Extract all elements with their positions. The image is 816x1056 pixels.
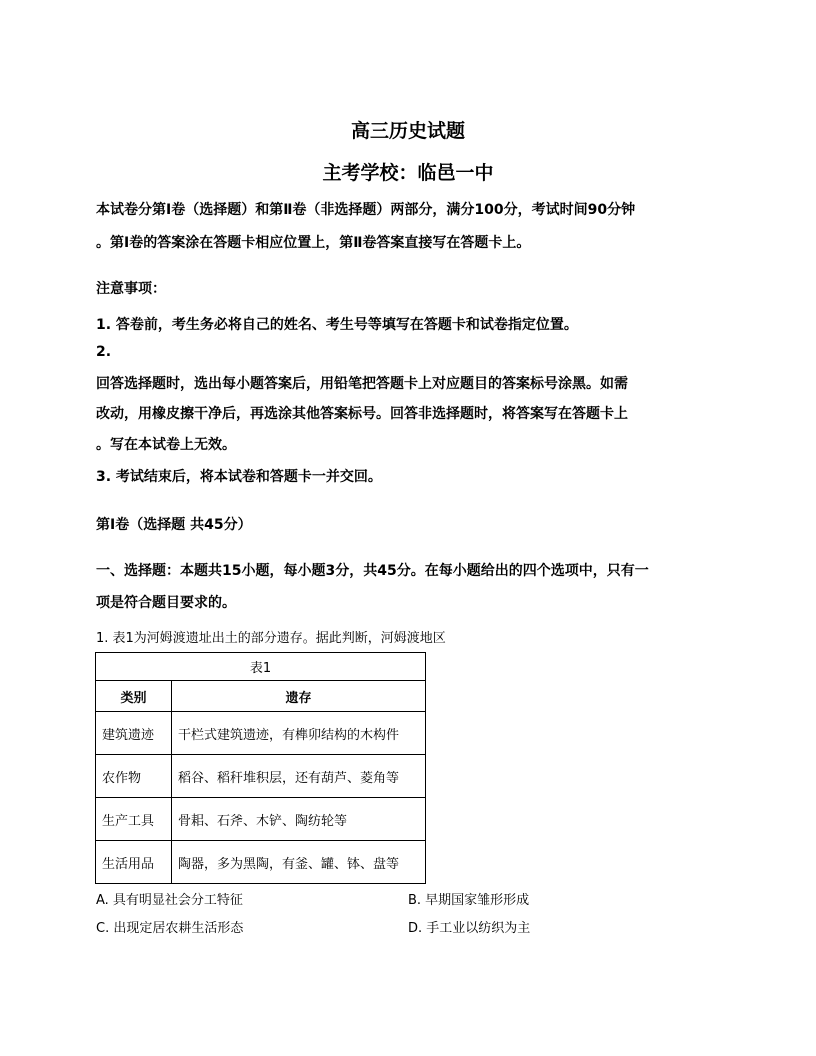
page-subtitle: 主考学校：临邑一中 [322, 162, 494, 184]
section-instruction-line-1: 一、选择题：本题共15小题，每小题3分，共45分。在每小题给出的四个选项中，只有一 [96, 563, 649, 579]
table-cell-remains: 陶器，多为黑陶，有釜、罐、钵、盘等 [172, 841, 426, 884]
table-row [96, 841, 426, 884]
table-caption-row [96, 653, 426, 681]
note-item-2-number: 2. [96, 344, 112, 360]
intro-line-2: 。第Ⅰ卷的答案涂在答题卡相应位置上，第Ⅱ卷答案直接写在答题卡上。 [96, 235, 531, 251]
table-cell-remains: 骨耜、石斧、木铲、陶纺轮等 [172, 798, 426, 841]
question-1-stem: 1. 表1为河姆渡遗址出土的部分遗存。据此判断，河姆渡地区 [96, 631, 446, 646]
table-caption: 表1 [96, 653, 426, 681]
table-cell-category: 生产工具 [96, 798, 172, 841]
intro-line-1: 本试卷分第Ⅰ卷（选择题）和第Ⅱ卷（非选择题）两部分，满分100分，考试时间90分钟 [96, 202, 636, 218]
option-b: B. 早期国家雏形形成 [408, 893, 530, 908]
option-c: C. 出现定居农耕生活形态 [96, 921, 244, 936]
table-cell-remains: 稻谷、稻秆堆积层，还有葫芦、菱角等 [172, 755, 426, 798]
table-cell-category: 农作物 [96, 755, 172, 798]
table-header-category: 类别 [96, 681, 172, 712]
table-cell-remains: 干栏式建筑遗迹，有榫卯结构的木构件 [172, 712, 426, 755]
question-1-table [95, 652, 426, 884]
note-item-3: 3. 考试结束后，将本试卷和答题卡一并交回。 [96, 469, 382, 485]
table-header-remains: 遗存 [172, 681, 426, 712]
note-item-2-line-1: 回答选择题时，选出每小题答案后，用铅笔把答题卡上对应题目的答案标号涂黑。如需 [96, 376, 628, 392]
notes-heading: 注意事项： [96, 281, 166, 297]
note-item-1: 1. 答卷前，考生务必将自己的姓名、考生号等填写在答题卡和试卷指定位置。 [96, 317, 578, 333]
option-d: D. 手工业以纺织为主 [408, 921, 531, 936]
table-row [96, 798, 426, 841]
table-row [96, 755, 426, 798]
table-cell-category: 生活用品 [96, 841, 172, 884]
section-instruction-line-2: 项是符合题目要求的。 [96, 595, 236, 611]
note-item-2-line-3: 。写在本试卷上无效。 [96, 437, 236, 453]
option-a: A. 具有明显社会分工特征 [96, 893, 243, 908]
note-item-2-line-2: 改动，用橡皮擦干净后，再选涂其他答案标号。回答非选择题时，将答案写在答题卡上 [96, 406, 628, 422]
table-header-row [96, 681, 426, 712]
table-row [96, 712, 426, 755]
page-title: 高三历史试题 [350, 120, 465, 142]
table-cell-category: 建筑遗迹 [96, 712, 172, 755]
section-title: 第Ⅰ卷（选择题 共45分） [96, 517, 252, 533]
